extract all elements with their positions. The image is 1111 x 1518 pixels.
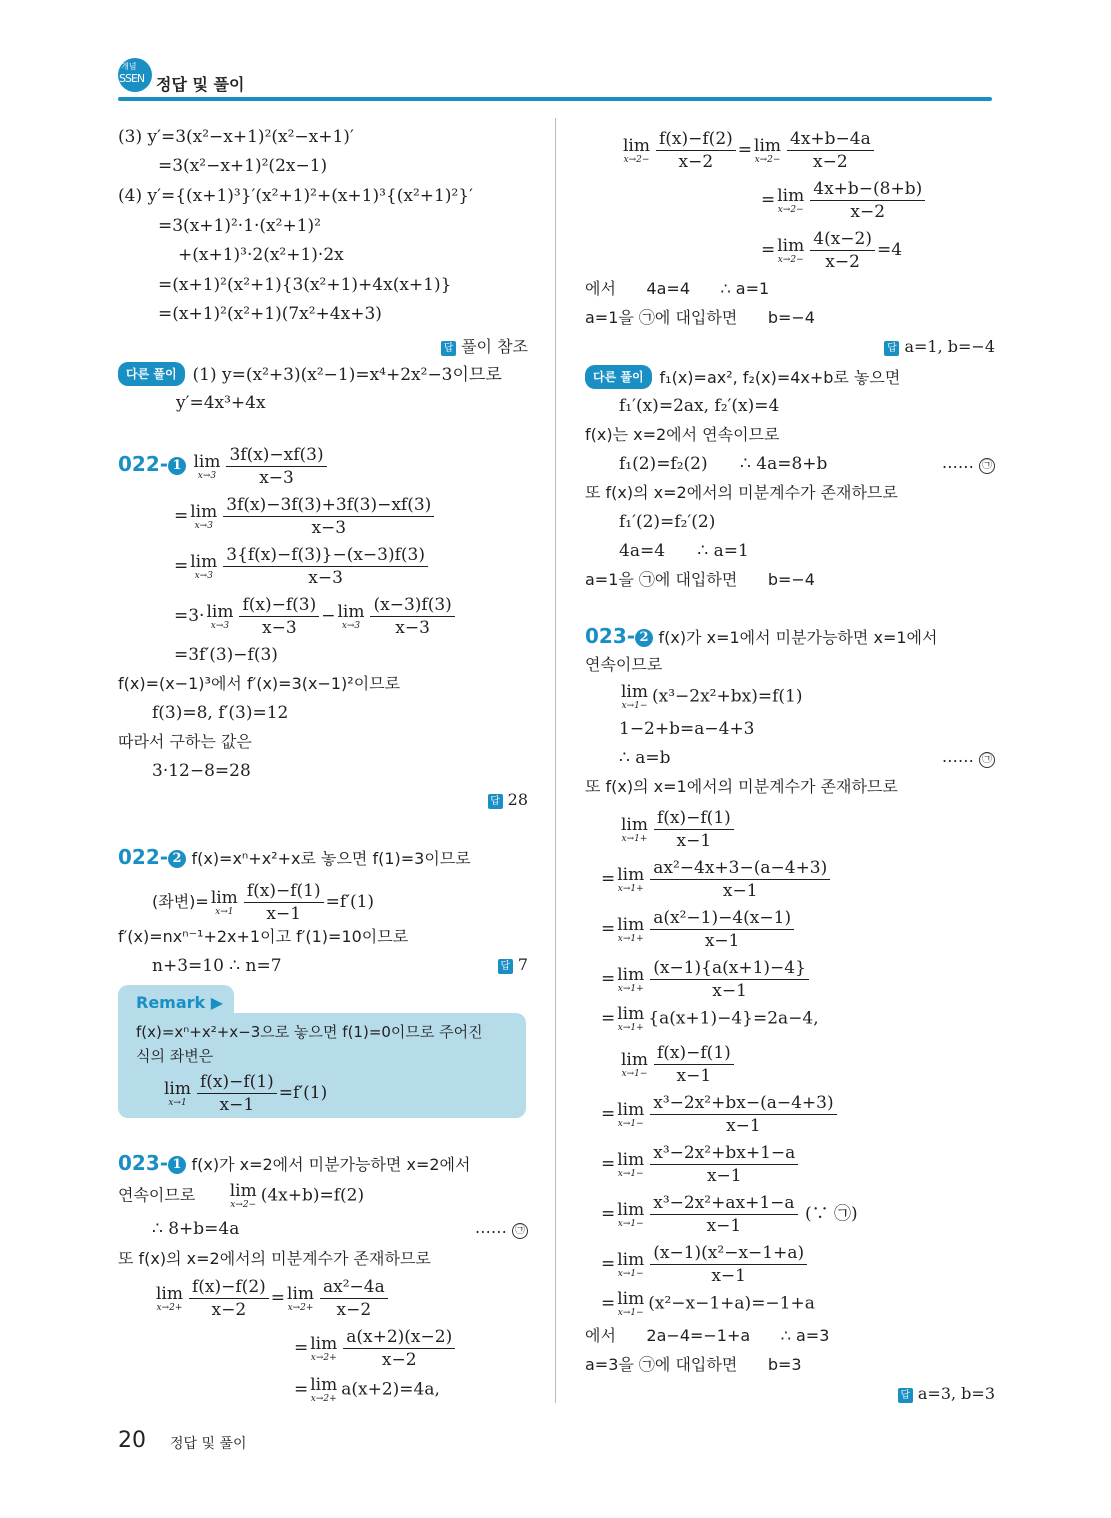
text-line: 또 f(x)의 x=1에서의 미분계수가 존재하므로	[585, 777, 898, 796]
alt-solution: 다른 풀이 f₁(x)=ax², f₂(x)=4x+b로 놓으면	[585, 365, 900, 389]
remark-line: 식의 좌변은	[136, 1047, 214, 1065]
math-line: 4a=4 ∴ a=1	[619, 541, 749, 561]
math-line: f₁(2)=f₂(2) ∴ 4a=8+b	[619, 454, 828, 474]
math-line: a=1을 ㉠에 대입하면 b=−4	[585, 308, 815, 327]
answer-line: 답 a=3, b=3	[898, 1384, 995, 1403]
column-divider	[555, 118, 556, 1403]
page-number: 20	[118, 1428, 146, 1453]
math-step: =3· lim x→3 $\frac{f(x)-f(3)}{x-3}$ − lim x→3 $\frac{(x-3)f(3)}{x-3}$	[174, 594, 457, 639]
logo-bottom-text: SSEN	[119, 72, 145, 85]
answer-icon: 답	[488, 794, 503, 809]
math-step: = lim x→1− $\frac{\text{(x−1)(x²−x−1+a)}}{x-1}$	[601, 1242, 809, 1287]
math-step: = lim x→2+ $\frac{a(x+2)(x-2)}{x-2}$	[294, 1326, 457, 1371]
math-step: lim x→1+ $\frac{f(x)-f(1)}{x-1}$	[619, 807, 736, 852]
math-step: (좌변)= lim x→1 $\frac{f(x)-f(1)}{x-1}$ =f′(1)	[152, 881, 375, 924]
answer-line: 답 7	[498, 955, 528, 974]
math-line: 에서 2a−4=−1+a ∴ a=3	[585, 1326, 830, 1345]
problem-022-1: 022- 1 lim x→3 $\frac{3f(x)-xf(3)}{x-3}$	[118, 444, 329, 489]
math-line: f₁′(x)=2ax, f₂′(x)=4	[619, 396, 780, 416]
answer-line: 답 a=1, b=−4	[884, 337, 995, 356]
math-step: = lim x→2− $\frac{4x+b-(8+b)}{x-2}$	[761, 178, 927, 223]
footer-title: 정답 및 풀이	[170, 1436, 247, 1452]
math-step: lim x→2− $\frac{f(x)-f(2)}{x-2}$ = lim x→2− $\frac{4x+b-4a}{x-2}$	[621, 128, 876, 173]
math-line: =(x+1)²(x²+1)(7x²+4x+3)	[158, 304, 382, 324]
text-line: 또 f(x)의 x=2에서의 미분계수가 존재하므로	[585, 483, 898, 502]
header-rule	[118, 97, 992, 101]
equation-marker: …… ㉠	[475, 1218, 528, 1239]
math-line: f′(x)=nxⁿ⁻¹+2x+1이고 f′(1)=10이므로	[118, 927, 409, 946]
math-line: ∴ 8+b=4a	[152, 1219, 240, 1239]
answer-line: 답 28	[488, 790, 528, 809]
math-line: 3·12−8=28	[152, 761, 251, 781]
problem-022-2: 022- 2 f(x)=xⁿ+x²+x로 놓으면 f(1)=3이므로	[118, 845, 471, 869]
math-step: = lim x→3 $\frac{3\{f(x)-f(3)\}-(x-3)f(3)}{x-3}$	[174, 544, 430, 589]
math-line: a=1을 ㉠에 대입하면 b=−4	[585, 570, 815, 589]
math-line: =(x+1)²(x²+1){3(x²+1)+4x(x+1)}	[158, 275, 452, 295]
math-line: =3(x+1)²·1·(x²+1)²	[158, 216, 321, 236]
math-step: = lim x→1+ $\frac{\text{a(x²−1)−4(x−1)}}{x-1}$	[601, 907, 796, 952]
math-line: f₁′(2)=f₂′(2)	[619, 512, 716, 532]
math-step: lim x→2+ $\frac{f(x)-f(2)}{x-2}$ = lim x→2+ $\frac{\text{ax²−4a}}{x-2}$	[154, 1276, 390, 1321]
math-step: = lim x→1− $\frac{\text{x³−2x²+bx+1−a}}{x-1}$	[601, 1142, 800, 1187]
math-step: = lim x→1− $\frac{\text{x³−2x²+bx−(a−4+3)}}{x-1}$	[601, 1092, 839, 1137]
circled-number-icon: 2	[635, 629, 653, 647]
answer-icon: 답	[898, 1388, 913, 1403]
brand-logo	[118, 58, 152, 92]
math-line: f(3)=8, f′(3)=12	[152, 703, 289, 723]
circled-number-icon: 1	[168, 1156, 186, 1174]
text-line: 연속이므로	[585, 655, 663, 674]
answer-icon: 답	[498, 959, 513, 974]
header-title: 정답 및 풀이	[156, 75, 245, 94]
problem-023-2: 023- 2 f(x)가 x=1에서 미분가능하면 x=1에서	[585, 624, 938, 648]
math-line: (4) y′={(x+1)³}′(x²+1)²+(x+1)³{(x²+1)²}′	[118, 186, 473, 206]
alt-solution: 다른 풀이 (1) y=(x²+3)(x²−1)=x⁴+2x²−3이므로	[118, 362, 502, 386]
equation-marker: …… ㉠	[942, 747, 995, 768]
math-line: ∴ a=b	[619, 748, 671, 768]
math-line: n+3=10 ∴ n=7	[152, 956, 282, 976]
math-step: lim x→1− $\frac{f(x)-f(1)}{x-1}$	[619, 1042, 736, 1087]
answer-icon: 답	[884, 341, 899, 356]
alt-solution-badge: 다른 풀이	[585, 365, 652, 389]
remark-line: f(x)=xⁿ+x²+x−3으로 놓으면 f(1)=0이므로 주어진	[136, 1023, 483, 1041]
logo-top-text: 개념	[121, 62, 137, 71]
text-line: f(x)는 x=2에서 연속이므로	[585, 425, 780, 444]
answer-line: 답 풀이 참조	[441, 334, 528, 357]
circled-number-icon: 2	[168, 850, 186, 868]
math-step: = lim x→2+ a(x+2)=4a,	[294, 1375, 440, 1404]
math-line: y′=4x³+4x	[176, 393, 266, 413]
remark-math: lim x→1 $\frac{f(x)-f(1)}{x-1}$ =f′(1)	[164, 1072, 328, 1115]
page-header	[118, 58, 992, 104]
math-line: 에서 4a=4 ∴ a=1	[585, 279, 770, 298]
alt-solution-badge: 다른 풀이	[118, 362, 185, 386]
math-step: = lim x→2− $\frac{4(x-2)}{x-2}$ =4	[761, 229, 903, 272]
math-line: +(x+1)³·2(x²+1)·2x	[178, 245, 344, 265]
math-line: =3f′(3)−f(3)	[174, 645, 278, 665]
math-line: =3(x²−x+1)²(2x−1)	[158, 156, 328, 176]
math-line: 1−2+b=a−4+3	[619, 719, 755, 739]
remark-label: Remark ▶	[136, 993, 224, 1012]
text-line: 따라서 구하는 값은	[118, 732, 252, 751]
math-line: a=3을 ㉠에 대입하면 b=3	[585, 1355, 802, 1374]
equation-marker: …… ㉠	[942, 453, 995, 474]
math-step: = lim x→1+ $\frac{(x-1)\{a(x+1)-4\}}{x-1}$	[601, 957, 811, 1002]
math-step: lim x→1− (x³−2x²+bx)=f(1)	[621, 682, 803, 711]
answer-icon: 답	[441, 341, 456, 356]
math-step: = lim x→1+ {a(x+1)−4}=2a−4,	[601, 1004, 819, 1033]
math-step: = lim x→1− (x²−x−1+a)=−1+a	[601, 1289, 815, 1318]
remark-box	[118, 985, 526, 1118]
math-line: (3) y′=3(x²−x+1)²(x²−x+1)′	[118, 127, 354, 147]
math-line: f(x)=(x−1)³에서 f′(x)=3(x−1)²이므로	[118, 674, 401, 693]
math-step: = lim x→1+ $\frac{\text{ax²−4x+3−(a−4+3)}}{x-1}$	[601, 857, 832, 902]
math-step: = lim x→3 $\frac{3f(x)-3f(3)+3f(3)-xf(3)}{x-3}$	[174, 494, 436, 539]
circled-number-icon: 1	[168, 457, 186, 475]
text-line: 또 f(x)의 x=2에서의 미분계수가 존재하므로	[118, 1249, 431, 1268]
math-step: = lim x→1− $\frac{\text{x³−2x²+ax+1−a}}{x-1}$ (∵ ㉠)	[601, 1193, 858, 1236]
